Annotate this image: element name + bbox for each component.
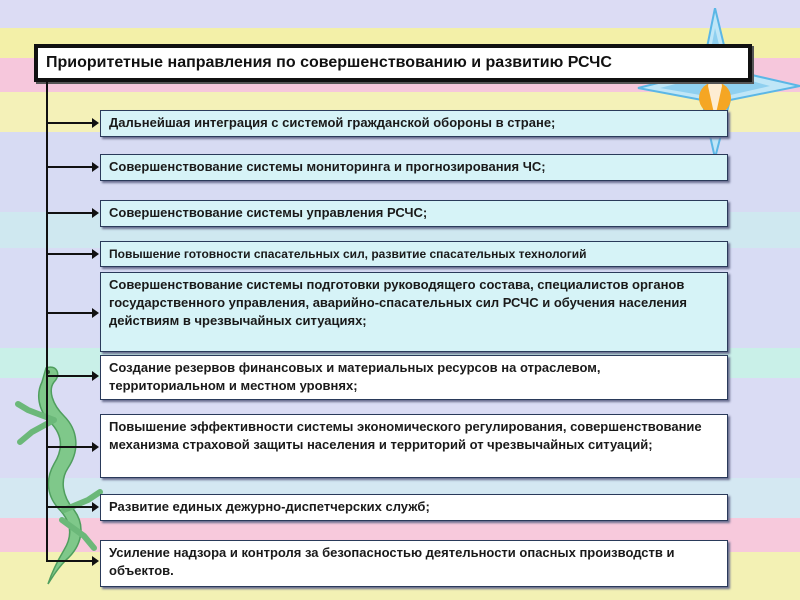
connector-branch bbox=[47, 446, 93, 448]
direction-item-2 bbox=[100, 154, 728, 181]
connector-branch bbox=[47, 253, 93, 255]
diagram-title bbox=[34, 44, 752, 82]
direction-item-4 bbox=[100, 241, 728, 267]
direction-item-5 bbox=[100, 272, 728, 352]
direction-item-text: Повышение эффективности системы экономического регулирования, совершенствование механизма страховой защиты населения и территорий от чрезвычайных ситуаций; bbox=[109, 419, 702, 452]
direction-item-text: Повышение готовности спасательных сил, развитие спасательных технологий bbox=[109, 247, 587, 261]
connector-branch bbox=[47, 166, 93, 168]
connector-branch bbox=[47, 375, 93, 377]
direction-item-text: Совершенствование системы управления РСЧС; bbox=[109, 205, 428, 220]
connector-branch bbox=[47, 560, 93, 562]
connector-branch bbox=[47, 212, 93, 214]
connector-trunk bbox=[46, 82, 48, 562]
direction-item-text: Совершенствование системы подготовки руководящего состава, специалистов органов государственного управления, аварийно-спасательных сил РСЧС и обучения населения действиям в чрезвычайных ситуациях; bbox=[109, 277, 687, 328]
direction-item-6 bbox=[100, 355, 728, 400]
direction-item-text: Совершенствование системы мониторинга и прогнозирования ЧС; bbox=[109, 159, 546, 174]
direction-item-1 bbox=[100, 110, 728, 137]
connector-branch bbox=[47, 312, 93, 314]
direction-item-text: Усиление надзора и контроля за безопасностью деятельности опасных производств и объектов. bbox=[109, 545, 675, 578]
direction-item-9 bbox=[100, 540, 728, 587]
lizard-decoration-icon bbox=[8, 360, 103, 585]
direction-item-3 bbox=[100, 200, 728, 227]
direction-item-text: Развитие единых дежурно-диспетчерских служб; bbox=[109, 499, 430, 514]
direction-item-text: Создание резервов финансовых и материальных ресурсов на отраслевом, территориальном и местном уровнях; bbox=[109, 360, 601, 393]
diagram-title-text: Приоритетные направления по совершенствованию и развитию РСЧС bbox=[46, 54, 612, 71]
direction-item-text: Дальнейшая интеграция с системой гражданской обороны в стране; bbox=[109, 115, 556, 130]
connector-branch bbox=[47, 122, 93, 124]
direction-item-8 bbox=[100, 494, 728, 521]
direction-item-7 bbox=[100, 414, 728, 478]
connector-branch bbox=[47, 506, 93, 508]
